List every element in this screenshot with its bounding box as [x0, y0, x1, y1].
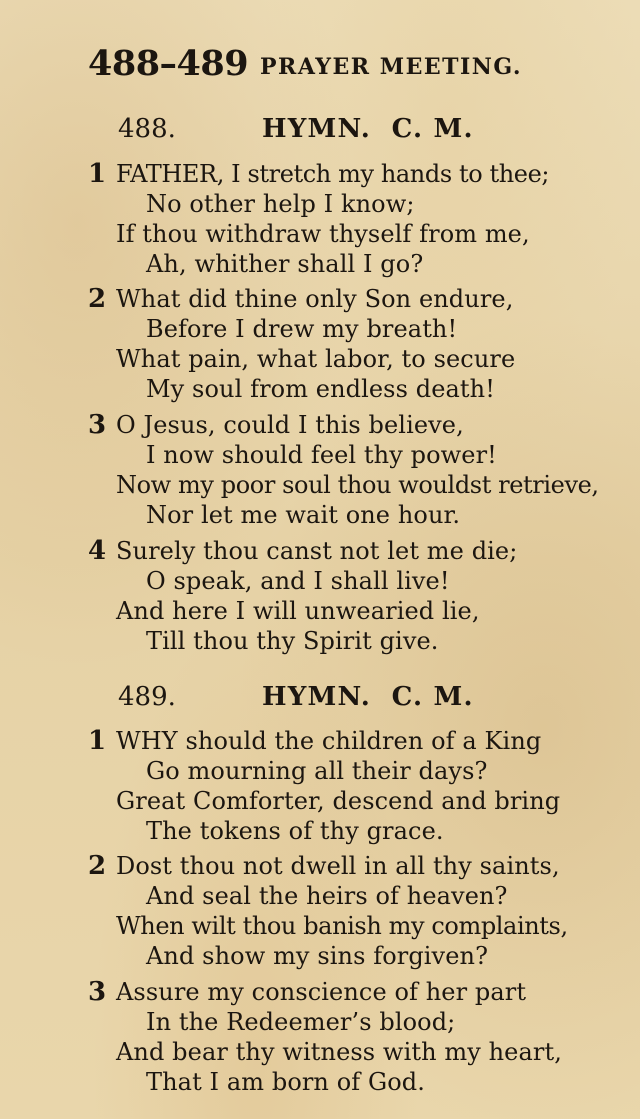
hymn-number: 488. — [118, 114, 176, 144]
hymn-number: 489. — [118, 682, 176, 712]
stanza-number: 3 — [88, 977, 107, 1007]
stanza-number: 2 — [88, 284, 107, 314]
verse-line: FATHER, I stretch my hands to thee; — [116, 160, 550, 188]
stanza-number: 2 — [88, 851, 107, 881]
verse-line: O Jesus, could I this believe, — [116, 411, 464, 439]
hymn-title: HYMN. C. M. — [262, 114, 474, 144]
verse-line: In the Redeemer’s blood; — [146, 1008, 456, 1036]
verse-line: If thou withdraw thyself from me, — [116, 220, 530, 248]
hymn-heading-489 — [118, 682, 598, 716]
verse-line: Now my poor soul thou wouldst retrieve, — [116, 471, 599, 499]
section-title: PRAYER MEETING. — [260, 54, 523, 80]
running-head — [88, 44, 628, 84]
verse-line: And bear thy witness with my heart, — [116, 1038, 562, 1066]
verse-line: I now should feel thy power! — [146, 441, 497, 469]
verse-line: That I am born of God. — [146, 1068, 425, 1096]
verse-line: And show my sins forgiven? — [146, 942, 489, 970]
verse-line: Assure my conscience of her part — [116, 978, 527, 1006]
verse-line: And here I will unwearied lie, — [116, 597, 480, 625]
verse-line: The tokens of thy grace. — [146, 817, 444, 845]
verse-line: Dost thou not dwell in all thy saints, — [116, 852, 560, 880]
hymn-heading-488 — [118, 114, 598, 148]
verse-line: What pain, what labor, to secure — [116, 345, 516, 373]
verse-line: Nor let me wait one hour. — [146, 501, 461, 529]
page-numbers: 488–489 — [88, 43, 249, 84]
stanza-number: 3 — [88, 410, 107, 440]
verse-line: And seal the heirs of heaven? — [146, 882, 508, 910]
verse-line: Ah, whither shall I go? — [146, 250, 424, 278]
verse-line: No other help I know; — [146, 190, 415, 218]
verse-line: WHY should the children of a King — [116, 727, 542, 755]
verse-line: Great Comforter, descend and bring — [116, 787, 561, 815]
hymn-title: HYMN. C. M. — [262, 682, 474, 712]
verse-line: O speak, and I shall live! — [146, 567, 450, 595]
verse-line: Go mourning all their days? — [146, 757, 488, 785]
verse-line: My soul from endless death! — [146, 375, 495, 403]
verse-line: Before I drew my breath! — [146, 315, 458, 343]
verse-line: What did thine only Son endure, — [116, 285, 514, 313]
verse-line: Till thou thy Spirit give. — [146, 627, 439, 655]
verse-line: Surely thou canst not let me die; — [116, 537, 518, 565]
stanza-number: 1 — [88, 159, 107, 189]
stanza-number: 1 — [88, 726, 107, 756]
verse-line: When wilt thou banish my complaints, — [116, 912, 568, 940]
stanza-number: 4 — [88, 536, 107, 566]
